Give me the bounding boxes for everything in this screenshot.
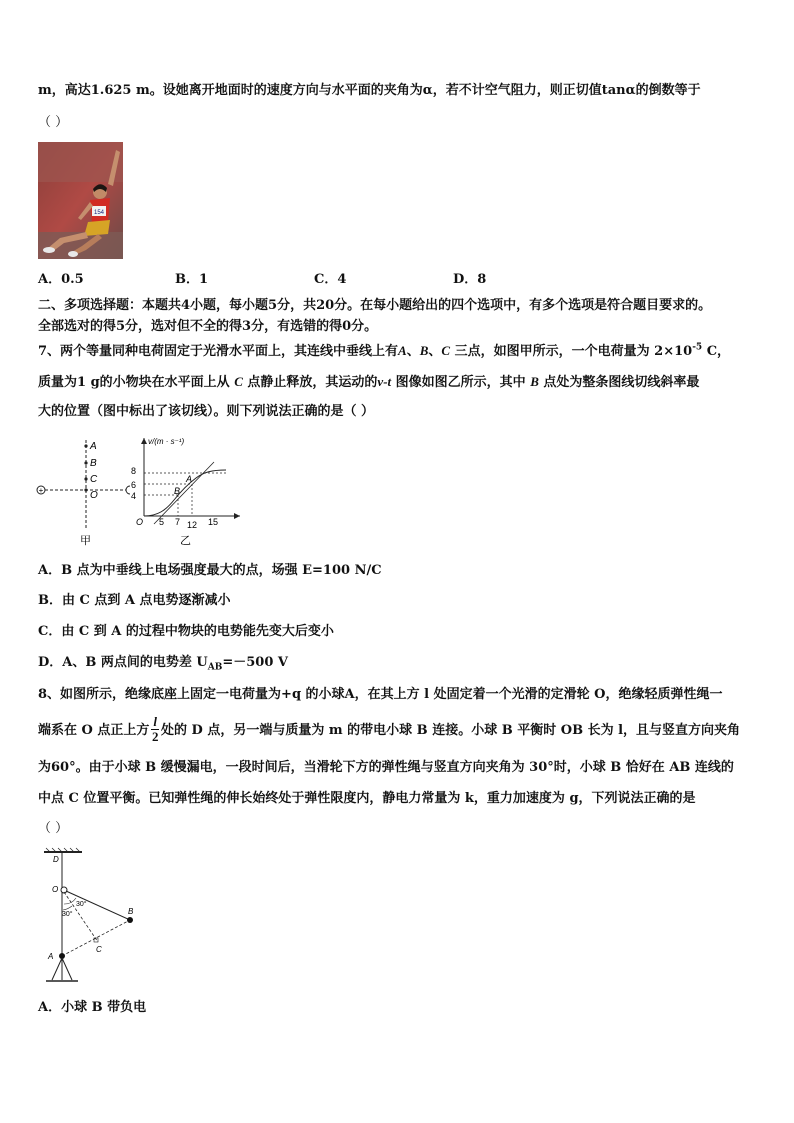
q8-answer-paren: （ ） xyxy=(38,821,69,836)
q8-label-o: O xyxy=(52,885,59,894)
svg-text:+: + xyxy=(38,486,44,495)
q7-option-a: A．B 点为中垂线上电场强度最大的点，场强 E=100 N/C xyxy=(38,563,382,578)
q6-option-d: D．8 xyxy=(453,272,487,287)
q8-stem-line4: 中点 C 位置平衡。已知弹性绳的伸长始终处于弹性限度内，静电力常量为 k，重力加速度为 g，下列说法正确的是 xyxy=(38,791,696,806)
q8-label-a: A xyxy=(48,952,54,961)
fig-yi-ytick-6: 6 xyxy=(131,480,137,490)
fig-jia-label-a: A xyxy=(90,441,97,452)
section2-line1: 二、多项选择题：本题共4小题，每小题5分，共20分。在每小题给出的四个选项中，有多个选项是符合题目要求的。 xyxy=(38,298,712,313)
fig-yi-ytick-4: 4 xyxy=(131,491,137,501)
fig-yi-point-b: B xyxy=(174,486,181,496)
figure-yi-vt-graph xyxy=(128,432,243,550)
fig-jia-label-o: O xyxy=(90,490,98,501)
q8-pulley-figure xyxy=(38,846,148,988)
q8-label-c: C xyxy=(96,945,102,954)
fig-yi-ytick-8: 8 xyxy=(131,466,137,476)
q7-stem-line3: 大的位置（图中标出了该切线）。则下列说法正确的是（ ） xyxy=(38,404,375,419)
fig-yi-point-a: A xyxy=(186,474,193,484)
q8-label-d: D xyxy=(53,855,59,864)
figure-jia xyxy=(30,432,130,550)
fig-yi-xtick-12: 12 xyxy=(187,520,198,530)
q8-label-b: B xyxy=(128,907,134,916)
fig-yi-xtick-15: 15 xyxy=(208,517,219,527)
fig-yi-xtick-5: 5 xyxy=(159,517,165,527)
long-jump-photo xyxy=(38,142,123,259)
q8-stem-line2: 端系在 O 点正上方 $\frac{l}{2}$ 处的 D 点，另一端与质量为 m 的带电小球 B 连接。小球 B 平衡时 OB 长为 l，且与竖直方向夹角 xyxy=(38,714,741,744)
q6-stem-line: m，高达1.625 m。设她离开地面时的速度方向与水平面的夹角为α，若不计空气阻力，则正切值tanα的倒数等于 xyxy=(38,83,701,98)
q6-option-c: C．4 xyxy=(314,272,347,287)
q8-angle-30-upper: 30° xyxy=(76,901,87,908)
q8-stem-line1: 8、如图所示，绝缘底座上固定一电荷量为+q 的小球A，在其上方 l 处固定着一个光滑的定滑轮 O，绝缘轻质弹性绳一 xyxy=(38,687,723,702)
q7-option-c: C．由 C 到 A 的过程中物块的电势能先变大后变小 xyxy=(38,624,334,639)
q7-stem-line2: 质量为1 g的小物块在水平面上从 C 点静止释放，其运动的v-t 图像如图乙所示，其中 B 点处为整条图线切线斜率最 xyxy=(38,374,700,390)
q8-stem-line3: 为60°。由于小球 B 缓慢漏电，一段时间后，当滑轮下方的弹性绳与竖直方向夹角为 30°时，小球 B 恰好在 AB 连线的 xyxy=(38,760,734,775)
fig-yi-caption: 乙 xyxy=(180,535,191,547)
fig-yi-origin: O xyxy=(136,517,144,527)
fig-yi-ylabel: v/(m · s⁻¹) xyxy=(148,437,185,446)
q7-option-b: B．由 C 点到 A 点电势逐渐减小 xyxy=(38,593,231,608)
fig-jia-label-b: B xyxy=(90,458,97,469)
q8-option-a: A．小球 B 带负电 xyxy=(38,1000,147,1015)
section2-line2: 全部选对的得5分，选对但不全的得3分，有选错的得0分。 xyxy=(38,319,378,334)
q7-option-d: D．A、B 两点间的电势差 $U_{AB}=-500$ V xyxy=(38,655,288,673)
fig-yi-xtick-7: 7 xyxy=(175,517,181,527)
fig-jia-caption: 甲 xyxy=(80,535,91,547)
fraction-l-over-2: $\frac{l}{2}$ xyxy=(151,714,159,744)
q8-angle-30-lower: 30° xyxy=(62,911,73,918)
fig-jia-label-c: C xyxy=(90,474,98,485)
q6-option-a: A．0.5 xyxy=(38,272,84,287)
bib-number: 154 xyxy=(93,210,105,216)
q6-answer-paren: （ ） xyxy=(38,115,69,130)
q6-option-b: B．1 xyxy=(175,272,209,287)
q7-stem-line1: 7、两个等量同种电荷固定于光滑水平面上，其连线中垂线上有A、B、C 三点，如图甲所示，一个电荷量为 $2\times 10^{-5}$ C， xyxy=(38,342,731,359)
